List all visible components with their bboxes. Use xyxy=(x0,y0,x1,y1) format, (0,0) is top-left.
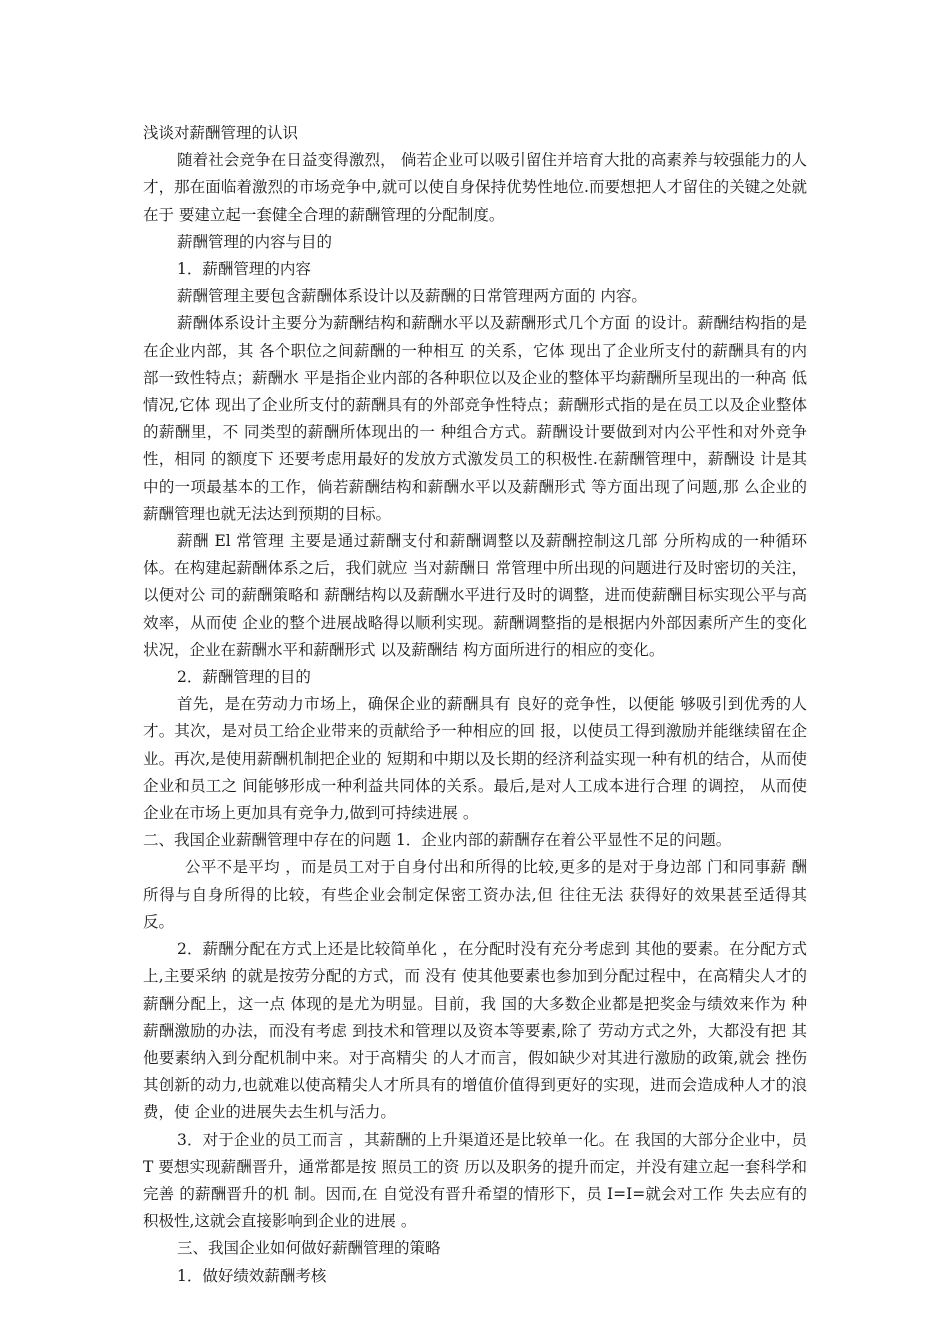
paragraph-promotion: 3．对于企业的员工而言 ，其薪酬的上升渠道还是比较单一化。在 我国的大部分企业中，员 T 要想实现薪酬晋升，通常都是按 照员工的资 历以及职务的提升而定，并没有建立起一套科学和完善 的薪酬晋升的机 制。因而,在 自觉没有晋升希望的情形下，员 I=I=就会对工作 失去应有的 积极性,这就会直接影响到企业的进展 。 xyxy=(143,1130,807,1231)
section-heading-content-purpose: 薪酬管理的内容与目的 xyxy=(177,232,333,251)
intro-paragraph: 随着社会竞争在日益变得激烈， 倘若企业可以吸引留住并培育大批的高素养与较强能力的人才，那在面临着激烈的市场竞争中,就可以使自身保持优势性地位.而要想把人才留住的关键之处就在于 要建立起一套健全合理的薪酬管理的分配制度。 xyxy=(143,151,807,224)
paragraph-fairness: 公平不是平均 ，而是员工对于自身付出和所得的比较,更多的是对于身边部 门和同事薪 酬所得与自身所得的比较，有些企业会制定保密工资办法,但 往往无法 获得好的效果甚至适得其反。 xyxy=(143,858,807,931)
section-heading-strategy: 三、我国企业如何做好薪酬管理的策略 xyxy=(177,1239,441,1258)
document-title: 浅谈对薪酬管理的认识 xyxy=(143,124,299,142)
paragraph-distribution: 2．薪酬分配在方式上还是比较简单化 ，在分配时没有充分考虑到 其他的要素。在分配方式上,主要采纳 的就是按劳分配的方式，而 没有 使其他要素也参加到分配过程中，在高精尖人才的薪酬分配上，这一点 体现的是尤为明显。目前，我 国的大多数企业都是把奖金与绩效来作为 种薪酬激励的办法，而没有考虑 到技术和管理以及资本等要素,除了 劳动方式之外，大都没有把 其他要素纳入到分配机制中来。对于高精尖 的人才而言，假如缺少对其进行激励的政策,就会 挫伤其创新的动力,也就难以使高精尖人才所具有的增值价值得到更好的实现，进而会造成种人才的浪费，使 企业的进展失去生机与活力。 xyxy=(143,940,807,1122)
section-heading-problems: 二、我国企业薪酬管理中存在的问题 1．企业内部的薪酬存在着公平显性不足的问题。 xyxy=(143,831,732,850)
paragraph-purpose: 首先，是在劳动力市场上，确保企业的薪酬具有 良好的竞争性，以便能 够吸引到优秀的人才。其次，是对员工给企业带来的贡献给予一种相应的回 报，以使员工得到激励并能继续留在企业。再次,是使用薪酬机制把企业的 短期和中期以及长期的经济利益实现一种有机的结合，从而使企业和员工之 间能够形成一种利益共同体的关系。最后,是对人工成本进行合理 的调控， 从而使企业在市场上更加具有竞争力,做到可持续进展 。 xyxy=(143,695,807,823)
document-body xyxy=(143,120,807,1290)
paragraph-content-summary: 薪酬管理主要包含薪酬体系设计以及薪酬的日常管理两方面的 内容。 xyxy=(177,287,647,306)
paragraph-daily-management: 薪酬 El 常管理 主要是通过薪酬支付和薪酬调整以及薪酬控制这几部 分所构成的一种循环体。在构建起薪酬体系之后，我们就应 当对薪酬日 常管理中所出现的问题进行及时密切的关注，以便对公 司的薪酬策略和 薪酬结构以及薪酬水平进行及时的调整，进而使薪酬目标实现公平与高 效率，从而使 企业的整个进展战略得以顺利实现。薪酬调整指的是根据内外部因素所产生的变化状况，企业在薪酬水平和薪酬形式 以及薪酬结 构方面所进行的相应的变化。 xyxy=(143,532,807,659)
subheading-content: 1．薪酬管理的内容 xyxy=(177,260,311,279)
subheading-purpose: 2．薪酬管理的目的 xyxy=(177,668,311,687)
paragraph-system-design: 薪酬体系设计主要分为薪酬结构和薪酬水平以及薪酬形式几个方面 的设计。薪酬结构指的是在企业内部，其 各个职位之间薪酬的一种相互 的关系，它体 现出了企业所支付的薪酬具有的内部一致性特点；薪酬水 平是指企业内部的各种职位以及企业的整体平均薪酬所呈现出的一种高 低情况,它体 现出了企业所支付的薪酬具有的外部竞争性特点；薪酬形式指的是在员工以及企业整体的薪酬里，不 同类型的薪酬所体现出的一 种组合方式。薪酬设计要做到对内公平性和对外竞争性，相同 的额度下 还要考虑用最好的发放方式激发员工的积极性.在薪酬管理中，薪酬设 计是其中的一项最基本的工作，倘若薪酬结构和薪酬水平以及薪酬形式 等方面出现了问题,那 么企业的薪酬管理也就无法达到预期的目标。 xyxy=(143,314,807,523)
subheading-performance: 1．做好绩效薪酬考核 xyxy=(177,1266,327,1285)
